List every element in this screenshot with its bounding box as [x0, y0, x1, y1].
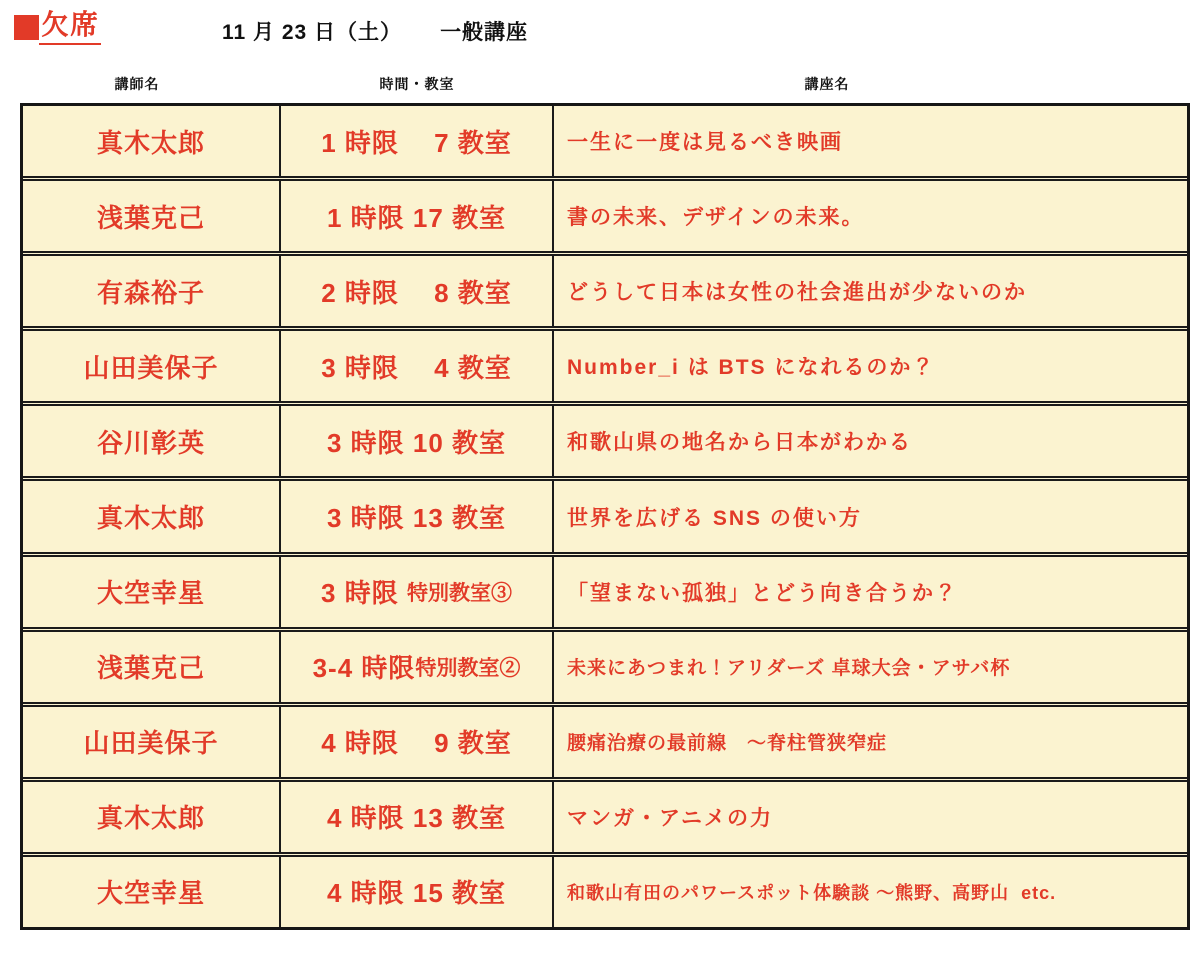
- lecturer-cell: 谷川彰英: [23, 406, 281, 476]
- course-cell: 腰痛治療の最前線 ～脊柱管狭窄症: [567, 733, 888, 755]
- time-cell: [281, 331, 554, 401]
- time-text: 3-4 時限: [312, 653, 416, 684]
- time-text: 3 時限 13 教室: [326, 503, 507, 534]
- column-header-course: 講座名: [804, 76, 850, 92]
- time-cell: [281, 406, 554, 476]
- course-cell: 「望まない孤独」とどう向き合うか？: [567, 581, 958, 605]
- time-cell: [281, 632, 554, 702]
- time-cell: [281, 481, 554, 551]
- time-cell: [281, 181, 554, 251]
- table-row: [23, 630, 1187, 704]
- red-square-icon: [14, 15, 39, 40]
- course-cell: 未来にあつまれ！アリダーズ 卓球大会・アサバ杯: [567, 658, 1011, 680]
- event-type-label: 一般講座: [440, 21, 529, 44]
- time-cell: [281, 707, 554, 777]
- table-row: [23, 479, 1187, 553]
- time-text: 4 時限 13 教室: [326, 803, 507, 834]
- course-cell: 和歌山有田のパワースポット体験談 ～熊野、高野山 etc.: [567, 882, 1057, 903]
- time-text: 4 時限 15 教室: [326, 878, 507, 909]
- schedule-table: [20, 103, 1190, 930]
- table-row: [23, 329, 1187, 403]
- date-label: 11 月 23 日（土）: [222, 21, 403, 44]
- time-text: 3 時限: [321, 578, 407, 609]
- table-row: [23, 555, 1187, 629]
- lecturer-cell: 真木太郎: [23, 106, 281, 176]
- course-cell: 一生に一度は見るべき映画: [567, 131, 843, 155]
- lecturer-cell: 大空幸星: [23, 857, 281, 927]
- time-text: 1 時限 7 教室: [321, 127, 512, 158]
- lecturer-cell: 真木太郎: [23, 481, 281, 551]
- course-cell: Number_i は BTS になれるのか？: [567, 356, 936, 380]
- time-cell: [281, 557, 554, 627]
- column-header-time-room: 時間・教室: [379, 76, 455, 92]
- absent-label: 欠席: [39, 10, 101, 45]
- table-row: [23, 780, 1187, 854]
- column-header-lecturer: 講師名: [114, 76, 160, 92]
- table-row: [23, 855, 1187, 927]
- time-cell: [281, 782, 554, 852]
- lecturer-cell: 有森裕子: [23, 256, 281, 326]
- time-text: 1 時限 17 教室: [326, 202, 507, 233]
- time-text: 4 時限 9 教室: [321, 728, 512, 759]
- time-text: 2 時限 8 教室: [321, 277, 512, 308]
- time-small-text: 特別教室②: [415, 656, 521, 680]
- course-cell: 和歌山県の地名から日本がわかる: [567, 431, 912, 455]
- time-cell: [281, 106, 554, 176]
- table-row: [23, 106, 1187, 178]
- lecturer-cell: 浅葉克己: [23, 181, 281, 251]
- lecturer-cell: 山田美保子: [23, 707, 281, 777]
- absent-marker: [14, 10, 101, 45]
- course-cell: マンガ・アニメの力: [567, 806, 773, 830]
- date-title: [222, 16, 528, 46]
- course-cell: 世界を広げる SNS の使い方: [567, 506, 862, 530]
- time-text: 3 時限 10 教室: [326, 427, 507, 458]
- lecturer-cell: 真木太郎: [23, 782, 281, 852]
- time-cell: [281, 256, 554, 326]
- time-small-text: 特別教室③: [406, 581, 512, 605]
- table-row: [23, 254, 1187, 328]
- course-cell: 書の未来、デザインの未来。: [567, 206, 865, 230]
- time-cell: [281, 857, 554, 927]
- lecturer-cell: 浅葉克己: [23, 632, 281, 702]
- table-row: [23, 404, 1187, 478]
- lecturer-cell: 山田美保子: [23, 331, 281, 401]
- course-cell: どうして日本は女性の社会進出が少ないのか: [567, 281, 1027, 305]
- table-row: [23, 705, 1187, 779]
- lecturer-cell: 大空幸星: [23, 557, 281, 627]
- time-text: 3 時限 4 教室: [321, 352, 512, 383]
- table-row: [23, 179, 1187, 253]
